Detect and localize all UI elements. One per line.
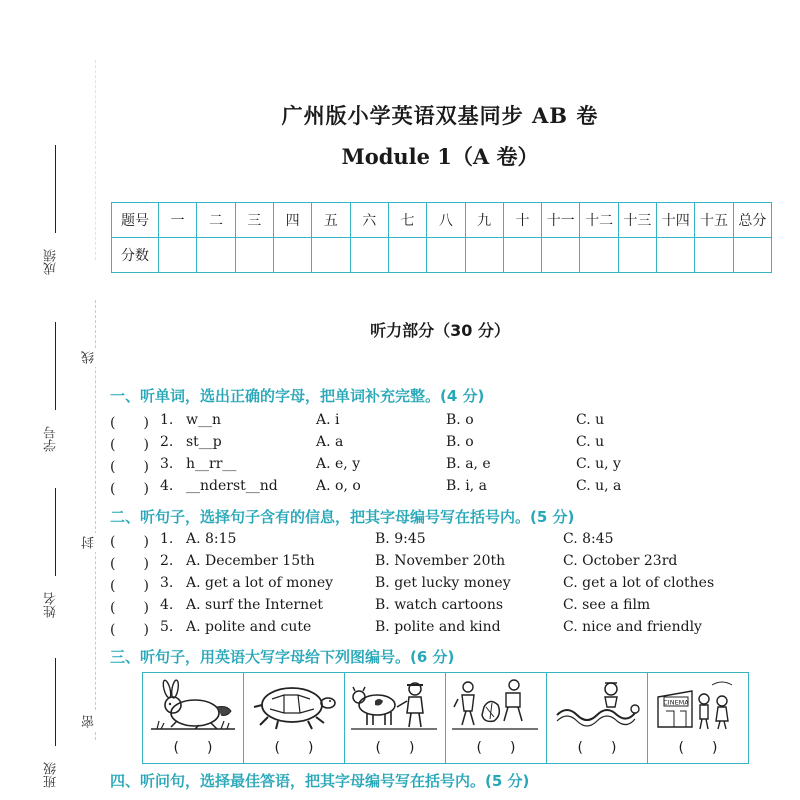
score-table-header-row	[112, 203, 772, 238]
picture-strip	[142, 672, 749, 764]
option-a: A. i	[316, 412, 340, 428]
rabbit-icon	[147, 677, 237, 735]
option-c: C. u, a	[576, 478, 622, 494]
option-a: A. December 15th	[186, 553, 315, 569]
score-cell[interactable]	[427, 238, 465, 273]
option-a: A. surf the Internet	[186, 597, 323, 613]
section1-question-row	[110, 434, 800, 454]
section1-heading: 一、听单词，选出正确的字母，把单词补充完整。(4 分)	[110, 387, 485, 405]
score-table-col: 十四	[657, 203, 695, 238]
option-b: B. get lucky money	[375, 575, 511, 591]
student-no-label: 学号	[44, 426, 59, 452]
score-cell[interactable]	[350, 238, 388, 273]
dragon-dance-icon	[551, 677, 641, 735]
option-c: C. u	[576, 412, 605, 428]
picture-answer-paren[interactable]: ( )	[375, 740, 415, 756]
listening-part-title: 听力部分（30 分）	[370, 321, 510, 340]
score-table-col: 六	[350, 203, 388, 238]
score-cell[interactable]	[273, 238, 311, 273]
answer-paren[interactable]: ( )	[110, 622, 149, 638]
option-c: C. u	[576, 434, 605, 450]
question-number: 3.	[160, 456, 174, 472]
class-field[interactable]	[42, 658, 70, 788]
student-no-field[interactable]	[42, 322, 70, 452]
option-b: B. o	[446, 412, 474, 428]
score-table-score-label: 分数	[112, 238, 159, 273]
option-b: B. watch cartoons	[375, 597, 504, 613]
question-stem: w__n	[186, 412, 221, 428]
section2-heading: 二、听句子，选择句子含有的信息，把其字母编号写在括号内。(5 分)	[110, 508, 575, 526]
answer-paren[interactable]: ( )	[110, 459, 149, 475]
score-table-col: 十一	[542, 203, 580, 238]
score-table-row-label: 题号	[112, 203, 159, 238]
score-table	[111, 202, 772, 273]
section1-question-row	[110, 478, 800, 498]
score-cell[interactable]	[312, 238, 350, 273]
picture-answer-paren[interactable]: ( )	[274, 740, 314, 756]
turtle-icon	[248, 677, 338, 735]
option-a: A. polite and cute	[186, 619, 312, 635]
option-b: B. polite and kind	[375, 619, 501, 635]
section2-question-row	[110, 553, 800, 573]
class-underline	[55, 658, 56, 746]
picture-cell	[446, 673, 547, 763]
score-cell[interactable]	[695, 238, 733, 273]
question-number: 1.	[160, 531, 174, 547]
option-a: A. get a lot of money	[186, 575, 334, 591]
question-stem: __nderst__nd	[186, 478, 278, 494]
option-b: B. November 20th	[375, 553, 506, 569]
seal-dense-mark: 密	[80, 712, 99, 731]
cinema-icon	[652, 677, 742, 735]
score-cell[interactable]	[159, 238, 197, 273]
seal-line-mark: 线	[80, 348, 99, 367]
answer-paren[interactable]: ( )	[110, 600, 149, 616]
option-a: A. 8:15	[186, 531, 237, 547]
score-table-col: 十	[503, 203, 541, 238]
score-label: 成绩	[44, 249, 59, 275]
score-cell[interactable]	[465, 238, 503, 273]
option-b: B. 9:45	[375, 531, 426, 547]
cinema-sign-text: CINEMA	[663, 698, 689, 707]
score-cell[interactable]	[542, 238, 580, 273]
option-a: A. e, y	[316, 456, 361, 472]
score-cell[interactable]	[503, 238, 541, 273]
option-c: C. u, y	[576, 456, 621, 472]
section4-heading: 四、听问句，选择最佳答语，把其字母编号写在括号内。(5 分)	[110, 772, 530, 790]
section2-question-row	[110, 619, 800, 639]
section2-question-row	[110, 575, 800, 595]
score-table-col: 总分	[733, 203, 771, 238]
score-cell[interactable]	[388, 238, 426, 273]
question-number: 2.	[160, 553, 174, 569]
answer-paren[interactable]: ( )	[110, 578, 149, 594]
option-b: B. o	[446, 434, 474, 450]
question-stem: h__rr__	[186, 456, 237, 472]
question-number: 3.	[160, 575, 174, 591]
option-c: C. October 23rd	[563, 553, 678, 569]
score-table-col: 七	[388, 203, 426, 238]
section2-question-row	[110, 531, 800, 551]
option-b: B. i, a	[446, 478, 487, 494]
score-table-score-row	[112, 238, 772, 273]
question-number: 1.	[160, 412, 174, 428]
class-label: 班级	[44, 762, 59, 788]
name-underline	[55, 488, 56, 576]
answer-paren[interactable]: ( )	[110, 481, 149, 497]
seal-seal-mark: 封	[80, 533, 99, 552]
score-table-col: 十二	[580, 203, 618, 238]
picture-answer-paren[interactable]: ( )	[476, 740, 516, 756]
option-a: A. a	[316, 434, 344, 450]
score-cell[interactable]	[197, 238, 235, 273]
score-table-col: 十五	[695, 203, 733, 238]
score-cell[interactable]	[657, 238, 695, 273]
answer-paren[interactable]: ( )	[110, 415, 149, 431]
question-number: 4.	[160, 478, 174, 494]
option-c: C. see a film	[563, 597, 651, 613]
question-number: 4.	[160, 597, 174, 613]
section1-question-row	[110, 412, 800, 432]
score-table-col: 五	[312, 203, 350, 238]
section3-heading: 三、听句子，用英语大写字母给下列图编号。(6 分)	[110, 648, 455, 666]
picture-answer-paren[interactable]: ( )	[577, 740, 617, 756]
score-table-col: 三	[235, 203, 273, 238]
picture-cell	[143, 673, 244, 763]
name-field[interactable]	[42, 488, 70, 618]
picture-cell	[345, 673, 446, 763]
option-c: C. get a lot of clothes	[563, 575, 715, 591]
score-cell[interactable]	[235, 238, 273, 273]
question-number: 2.	[160, 434, 174, 450]
answer-paren[interactable]: ( )	[110, 437, 149, 453]
picture-cell	[244, 673, 345, 763]
score-table-col: 十三	[618, 203, 656, 238]
picture-cell	[648, 673, 748, 763]
picture-answer-paren[interactable]: ( )	[173, 740, 213, 756]
total-score-cell[interactable]	[733, 238, 771, 273]
score-table-col: 四	[273, 203, 311, 238]
gardening-icon	[450, 677, 540, 735]
farmer-cow-icon	[349, 677, 439, 735]
score-cell[interactable]	[580, 238, 618, 273]
option-b: B. a, e	[446, 456, 491, 472]
section1-question-row	[110, 456, 800, 476]
score-cell[interactable]	[618, 238, 656, 273]
picture-cell	[547, 673, 648, 763]
answer-paren[interactable]: ( )	[110, 534, 149, 550]
option-c: C. 8:45	[563, 531, 614, 547]
name-label: 姓名	[44, 592, 59, 618]
question-stem: st__p	[186, 434, 222, 450]
question-number: 5.	[160, 619, 174, 635]
section2-question-row	[110, 597, 800, 617]
score-table-col: 九	[465, 203, 503, 238]
picture-answer-paren[interactable]: ( )	[678, 740, 718, 756]
option-c: C. nice and friendly	[563, 619, 702, 635]
page-title: 广州版小学英语双基同步 AB 卷	[281, 103, 599, 128]
option-a: A. o, o	[316, 478, 361, 494]
score-table-col: 二	[197, 203, 235, 238]
score-table-col: 八	[427, 203, 465, 238]
answer-paren[interactable]: ( )	[110, 556, 149, 572]
page-subtitle: Module 1（A 卷）	[341, 144, 539, 169]
score-table-col: 一	[159, 203, 197, 238]
